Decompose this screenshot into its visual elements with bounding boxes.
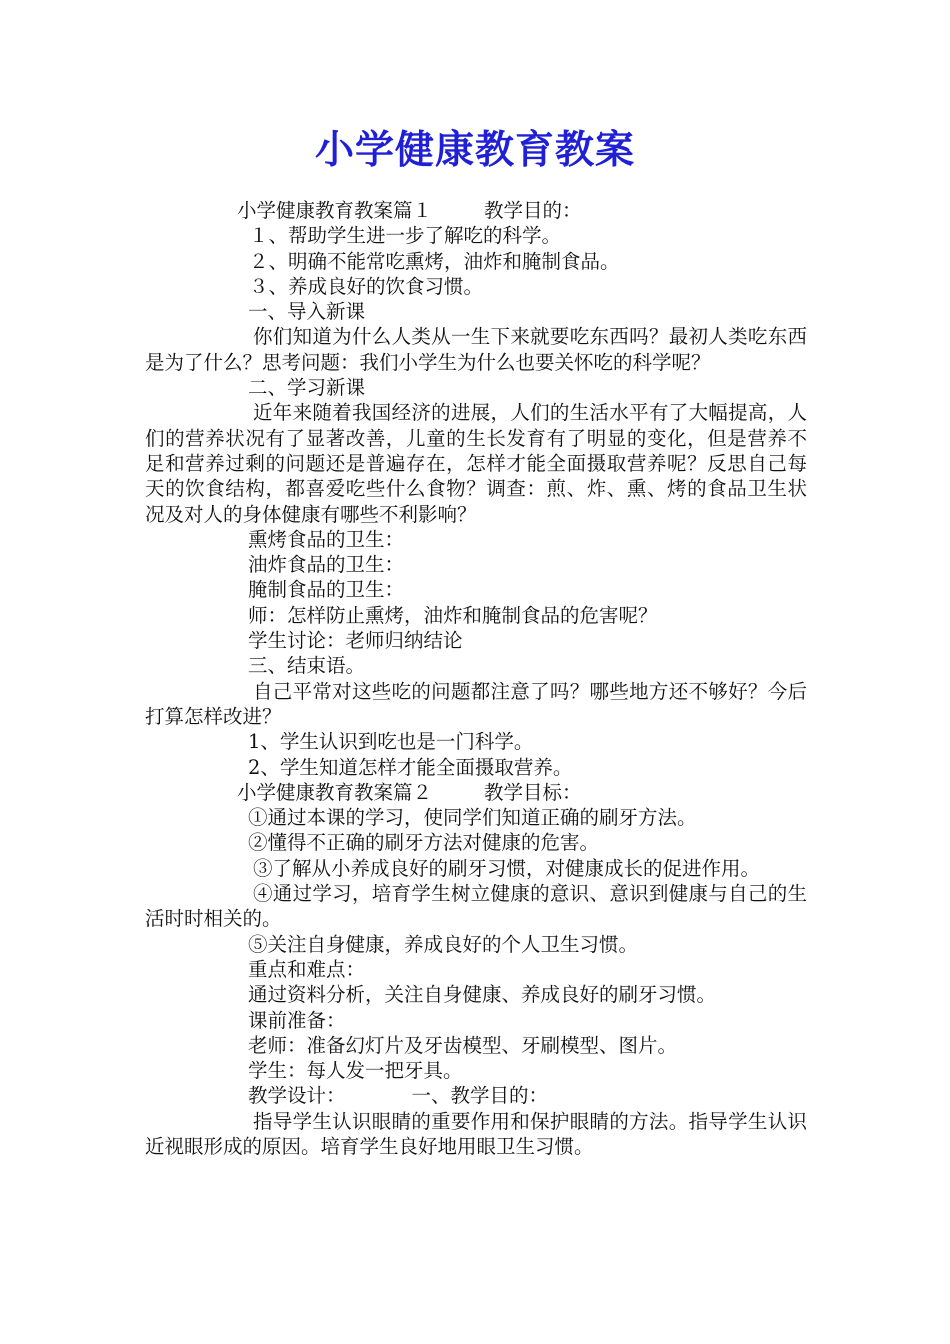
- design-label: 教学设计：: [248, 1084, 346, 1108]
- survey-item: 熏烤食品的卫生：: [248, 527, 405, 551]
- part3-heading: 三、结束语。: [248, 654, 366, 678]
- conclusion-item: 1、学生认识到吃也是一门科学。: [248, 730, 534, 754]
- section2-goal-item: ①通过本课的学习，使同学们知道正确的刷牙方法。: [248, 806, 697, 830]
- part2-heading: 二、学习新课: [248, 376, 366, 400]
- design-goal-label: 一、教学目的：: [411, 1084, 549, 1108]
- section2-goal-label: 教学目标：: [484, 780, 582, 804]
- section2-heading: 小学健康教育教案篇２: [237, 780, 433, 804]
- prep-teacher: 老师：准备幻灯片及牙齿模型、牙刷模型、图片。: [248, 1033, 678, 1057]
- prep-student: 学生：每人发一把牙具。: [248, 1059, 463, 1083]
- survey-item: 腌制食品的卫生：: [248, 578, 405, 602]
- section2-heading-line: [145, 780, 807, 805]
- survey-item: 师：怎样防止熏烤，油炸和腌制食品的危害呢？: [248, 603, 658, 627]
- conclusion-item: 2、学生知道怎样才能全面摄取营养。: [248, 755, 573, 779]
- key-label: 重点和难点：: [248, 957, 366, 981]
- section1-goal-item: １、帮助学生进一步了解吃的科学。: [249, 224, 562, 248]
- design-paragraph: 指导学生认识眼睛的重要作用和保护眼睛的方法。指导学生认识近视眼形成的原因。培育学生良好地用眼卫生习惯。: [145, 1109, 807, 1158]
- survey-item: 学生讨论：老师归纳结论: [248, 629, 463, 653]
- key-text: 通过资料分析，关注自身健康、养成良好的刷牙习惯。: [248, 983, 717, 1007]
- section2-goal-paragraph: ④通过学习，培育学生树立健康的意识、意识到健康与自己的生活时时相关的。: [145, 882, 807, 931]
- survey-item: 油炸食品的卫生：: [248, 553, 405, 577]
- design-line: [145, 1083, 807, 1108]
- section1-heading: 小学健康教育教案篇１: [237, 199, 433, 222]
- section1-goal-item: ３、养成良好的饮食习惯。: [249, 274, 484, 298]
- section2-goal-item: ②懂得不正确的刷牙方法对健康的危害。: [248, 831, 600, 855]
- section1-goal-item: ２、明确不能常吃熏烤，油炸和腌制食品。: [249, 249, 620, 273]
- part1-paragraph: 你们知道为什么人类从一生下来就要吃东西吗？最初人类吃东西是为了什么？思考问题：我们小学生为什么也要关怀吃的科学呢？: [145, 325, 807, 374]
- part3-paragraph: 自己平常对这些吃的问题都注意了吗？哪些地方还不够好？今后打算怎样改进？: [145, 679, 807, 728]
- document-body: [145, 198, 807, 1159]
- part2-paragraph: 近年来随着我国经济的进展，人们的生活水平有了大幅提高，人们的营养状况有了显著改善，儿童的生长发育有了明显的变化，但是营养不足和营养过剩的问题还是普遍存在，怎样才能全面摄取营养呢？反思自己每天的饮食结构，都喜爱吃些什么食物？调查：煎、炸、熏、烤的食品卫生状况及对人的身体健康有哪些不利影响？: [145, 401, 807, 526]
- document-title: 小学健康教育教案: [314, 127, 635, 173]
- part1-heading: 一、导入新课: [248, 300, 366, 324]
- section2-goal-item: ⑤关注自身健康，养成良好的个人卫生习惯。: [248, 932, 639, 956]
- section2-goal-paragraph: ③了解从小养成良好的刷牙习惯，对健康成长的促进作用。: [253, 856, 761, 880]
- prep-label: 课前准备：: [248, 1008, 346, 1032]
- section1-heading-line: [145, 198, 807, 223]
- section1-goal-label: 教学目的：: [484, 199, 582, 222]
